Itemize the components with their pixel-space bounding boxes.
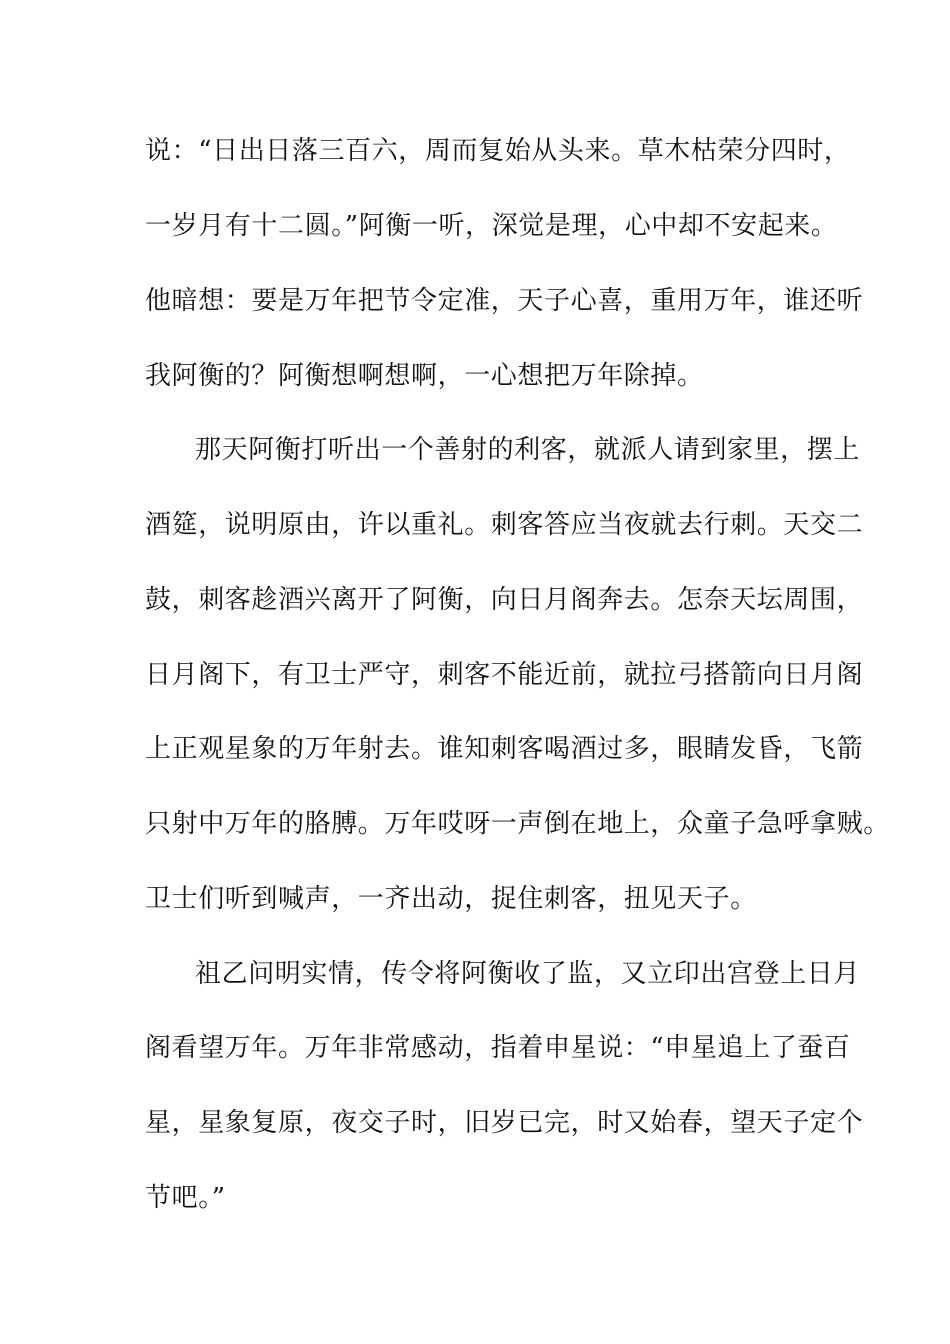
text-line: 只射中万年的胳膊。万年哎呀一声倒在地上，众童子急呼拿贼。 xyxy=(145,809,890,839)
text-line: 我阿衡的？阿衡想啊想啊，一心想把万年除掉。 xyxy=(145,361,704,391)
text-line: 鼓，刺客趁酒兴离开了阿衡，向日月阁奔去。怎奈天坛周围， xyxy=(145,585,864,615)
text-line: 说：“日出日落三百六，周而复始从头来。草木枯荣分四时， xyxy=(145,136,851,166)
paragraph-start-line: 祖乙问明实情，传令将阿衡收了监，又立印出宫登上日月 xyxy=(195,959,861,989)
text-line: 上正观星象的万年射去。谁知刺客喝酒过多，眼睛发昏，飞箭 xyxy=(145,734,864,764)
text-line: 星，星象复原，夜交子时，旧岁已完，时又始春，望天子定个 xyxy=(145,1108,864,1138)
text-line: 他暗想：要是万年把节令定准，天子心喜，重用万年，谁还听 xyxy=(145,286,864,316)
paragraph-start-line: 那天阿衡打听出一个善射的利客，就派人请到家里，摆上 xyxy=(195,435,861,465)
text-line: 节吧。” xyxy=(145,1183,226,1213)
text-line: 阁看望万年。万年非常感动，指着申星说：“申星追上了蚕百 xyxy=(145,1033,851,1063)
text-line: 酒筵，说明原由，许以重礼。刺客答应当夜就去行刺。天交二 xyxy=(145,510,864,540)
text-line: 卫士们听到喊声，一齐出动，捉住刺客，扭见天子。 xyxy=(145,884,757,914)
text-line: 日月阁下，有卫士严守，刺客不能近前，就拉弓搭箭向日月阁 xyxy=(145,660,864,690)
text-line: 一岁月有十二圆。”阿衡一听，深觉是理，心中却不安起来。 xyxy=(145,211,838,241)
